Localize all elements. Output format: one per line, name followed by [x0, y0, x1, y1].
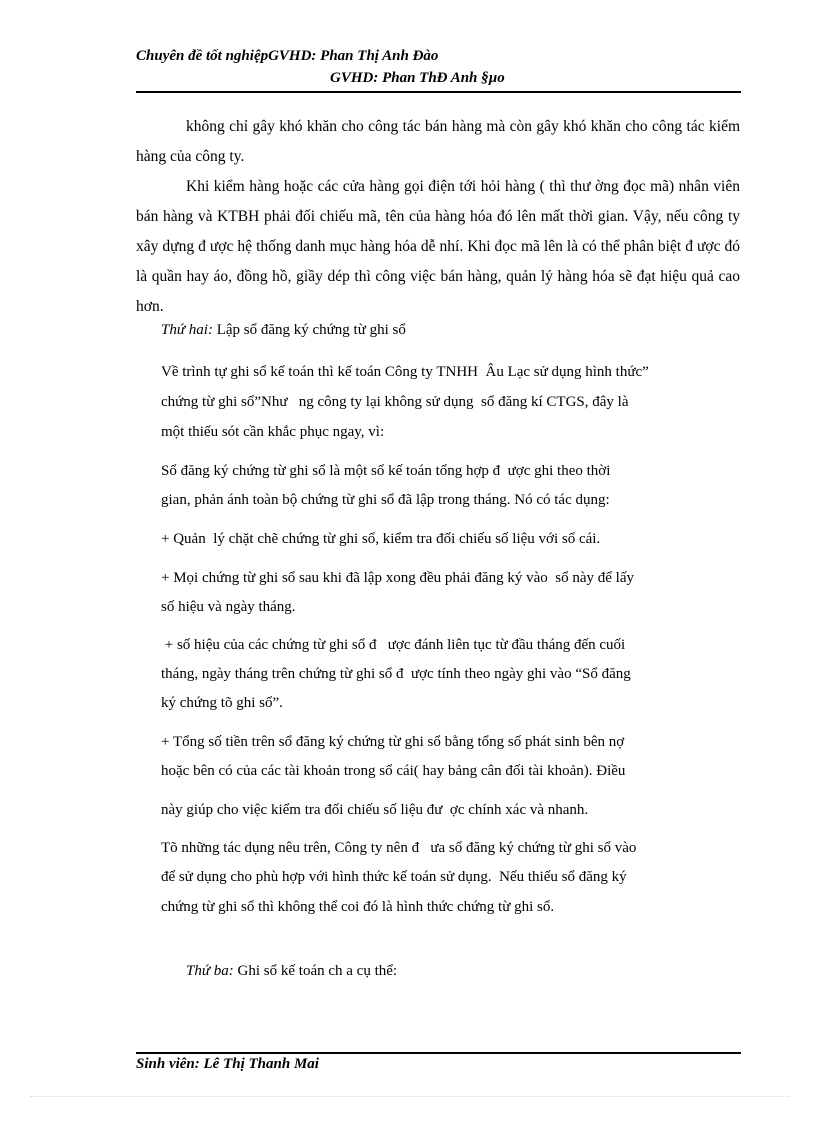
section-heading-thu-hai: [161, 322, 406, 339]
section2-line-14: này giúp cho việc kiểm tra đối chiếu số liệu đư ợc chính xác và nhanh.: [161, 802, 589, 818]
page-edge-dotted-line: [30, 1096, 790, 1097]
section2-line-16: để sử dụng cho phù hợp với hình thức kế toán sử dụng. Nếu thiếu sổ đăng ký: [161, 869, 627, 885]
header-divider: [136, 91, 741, 93]
section-title-thu-ba: Ghi sổ kế toán ch a cụ thể:: [233, 963, 398, 979]
section2-line-3: một thiếu sót cần khắc phục ngay, vì:: [161, 424, 385, 440]
section2-line-12: + Tổng số tiền trên sổ đăng ký chứng từ ghi sổ bằng tổng số phát sinh bên nợ: [161, 734, 625, 750]
section2-line-6: + Quản lý chặt chẽ chứng từ ghi sổ, kiểm tra đối chiếu số liệu với sổ cái.: [161, 531, 601, 547]
section2-line-2: chứng từ ghi sổ”Như ng công ty lại không sử dụng sổ đăng kí CTGS, đây là: [161, 394, 629, 410]
body-text: [136, 112, 740, 322]
section2-line-1: Về trình tự ghi sổ kế toán thì kế toán Công ty TNHH Âu Lạc sử dụng hình thức”: [161, 364, 649, 380]
section2-line-8: số hiệu và ngày tháng.: [161, 599, 296, 615]
section2-line-17: chứng từ ghi sổ thì không thể coi đó là hình thức chứng từ ghi sổ.: [161, 899, 555, 915]
section-label-thu-ba: Thứ ba:: [186, 963, 234, 979]
section2-line-15: Tõ những tác dụng nêu trên, Công ty nên đ ưa sổ đăng ký chứng từ ghi sổ vào: [161, 840, 637, 856]
section2-line-7: + Mọi chứng từ ghi sổ sau khi đã lập xong đều phải đăng ký vào sổ này để lấy: [161, 570, 634, 586]
section-label-thu-hai: Thứ hai:: [161, 322, 213, 338]
header-title-line2: GVHD: Phan ThĐ Anh §µo: [330, 70, 505, 86]
footer-student-name: Sinh viên: Lê Thị Thanh Mai: [136, 1056, 319, 1072]
section2-line-13: hoặc bên có của các tài khoản trong sổ cái( hay bảng cân đối tài khoản). Điều: [161, 763, 626, 779]
section2-line-9: + số hiệu của các chứng từ ghi sổ đ ược đánh liên tục từ đầu tháng đến cuối: [161, 637, 626, 653]
footer-divider: [136, 1052, 741, 1054]
paragraph-2: Khi kiểm hàng hoặc các cửa hàng gọi điện tới hỏi hàng ( thì thư ờng đọc mã) nhân viên bán hàng và KTBH phải đối chiếu mã, tên của hàng hóa đó lên mất thời gian. Vậy, nếu công ty xây dựng đ ược hệ thống danh mục hàng hóa dễ nhí. Khi đọc mã lên là có thể phân biệt đ ược đó là quần hay áo, đồng hồ, giầy dép thì công việc bán hàng, quản lý hàng hóa sẽ đạt hiệu quả cao hơn.: [136, 178, 740, 315]
section-heading-thu-ba: [186, 963, 397, 980]
section2-line-10: tháng, ngày tháng trên chứng từ ghi sổ đ ược tính theo ngày ghi vào “Sổ đăng: [161, 666, 631, 682]
paragraph-1: không chỉ gây khó khăn cho công tác bán hàng mà còn gây khó khăn cho công tác kiểm hàng của công ty.: [136, 118, 740, 165]
section-title-thu-hai: Lập sổ đăng ký chứng từ ghi sổ: [212, 322, 406, 338]
section2-line-4: Sổ đăng ký chứng từ ghi sổ là một sổ kế toán tổng hợp đ ược ghi theo thời: [161, 463, 611, 479]
section2-line-11: ký chứng tõ ghi sổ”.: [161, 695, 283, 711]
header-title-line1: Chuyên đề tốt nghiệpGVHD: Phan Thị Anh Đào: [136, 48, 439, 64]
section2-line-5: gian, phản ánh toàn bộ chứng từ ghi sổ đã lập trong tháng. Nó có tác dụng:: [161, 492, 610, 508]
